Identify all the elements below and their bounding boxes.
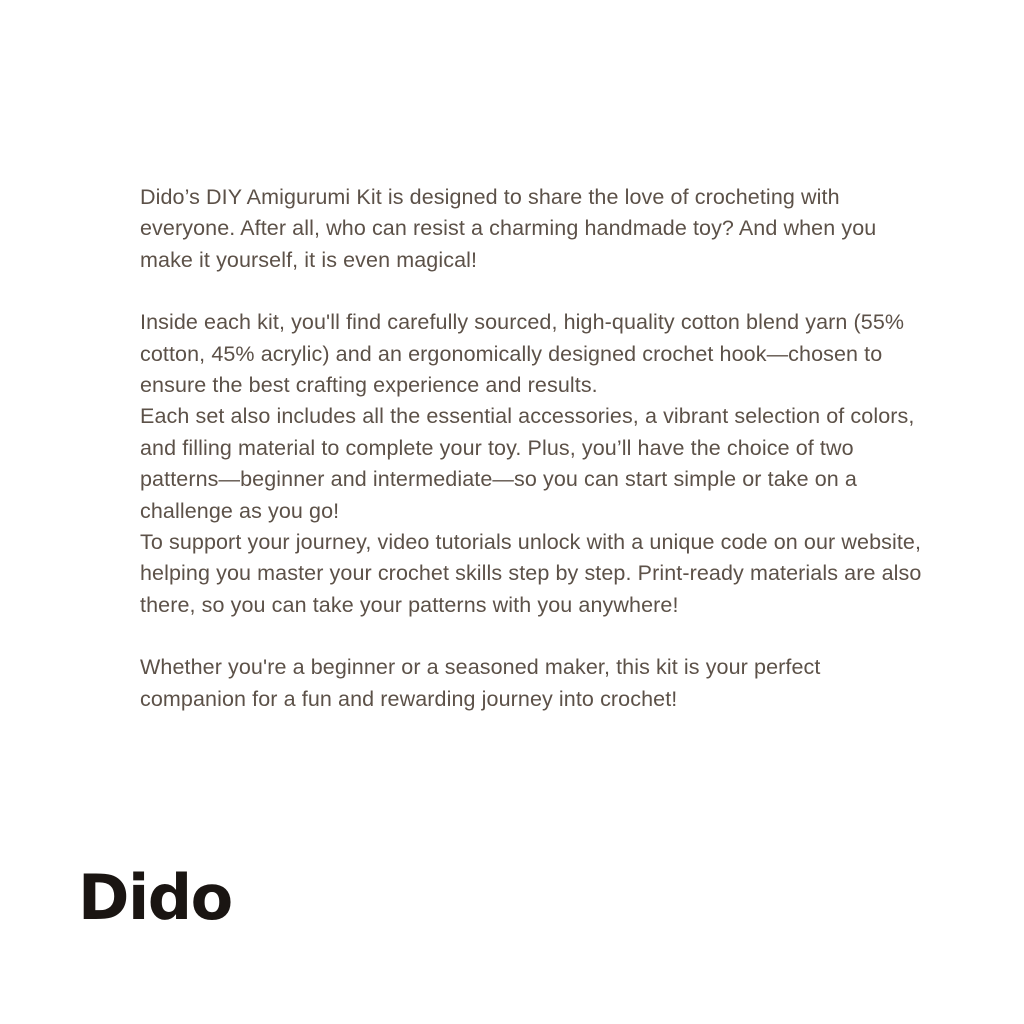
paragraph-closing: Whether you're a beginner or a seasoned maker, this kit is your perfect companion for a fun and rewarding journey into crochet! xyxy=(140,655,821,711)
paragraph-contents-yarn-hook: Inside each kit, you'll find carefully sourced, high-quality cotton blend yarn (55% cotton, 45% acrylic) and an ergonomically designed crochet hook—chosen to ensure the best crafting experience and results. xyxy=(140,310,905,398)
paragraph-contents-accessories: Each set also includes all the essential accessories, a vibrant selection of colors, and filling material to complete your toy. Plus, you’ll have the choice of two patterns—beginner and intermediate—so you can start simple or take on a challenge as you go! xyxy=(140,404,915,523)
brand-wordmark: Dido xyxy=(78,861,232,934)
product-description-block xyxy=(140,182,930,715)
paragraph-intro: Dido’s DIY Amigurumi Kit is designed to share the love of crocheting with everyone. After all, who can resist a charming handmade toy? And when you make it yourself, it is even magical! xyxy=(140,185,877,272)
paragraph-support-tutorials: To support your journey, video tutorials unlock with a unique code on our website, helping you master your crochet skills step by step. Print-ready materials are also there, so you can take your patterns with you anywhere! xyxy=(140,530,922,617)
